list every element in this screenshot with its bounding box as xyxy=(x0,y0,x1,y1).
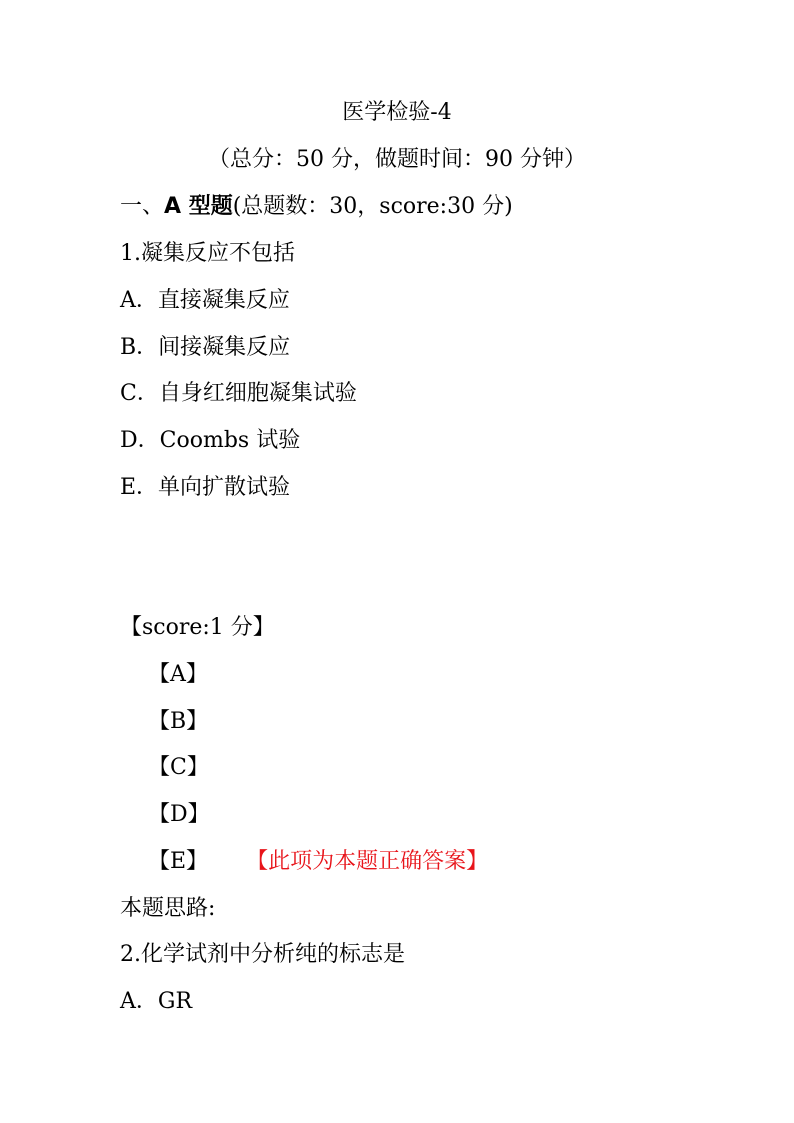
question-stem: 2.化学试剂中分析纯的标志是 xyxy=(120,942,405,967)
option-a: A．直接凝集反应 xyxy=(120,288,290,313)
section-info: (总题数：30，score:30 分) xyxy=(232,194,513,219)
option-b: B．间接凝集反应 xyxy=(120,335,291,360)
section-heading xyxy=(120,193,513,221)
answer-e: 【E】 xyxy=(148,849,209,874)
correct-answer-note: 【此项为本题正确答案】 xyxy=(246,849,489,874)
option-a: A．GR xyxy=(120,989,193,1014)
document-title: 医学检验-4 xyxy=(342,100,452,125)
answer-d: 【D】 xyxy=(148,802,210,827)
section-number: 一、 xyxy=(120,194,165,219)
answer-a: 【A】 xyxy=(148,662,208,687)
reasoning-label: 本题思路: xyxy=(120,896,216,921)
document-subtitle: （总分：50 分，做题时间：90 分钟） xyxy=(208,147,586,172)
answer-c: 【C】 xyxy=(148,755,209,780)
option-e: E．单向扩散试验 xyxy=(120,475,291,500)
question-score: 【score:1 分】 xyxy=(120,615,275,640)
option-d: D．Coombs 试验 xyxy=(120,428,301,453)
answer-b: 【B】 xyxy=(148,709,209,734)
option-c: C．自身红细胞凝集试验 xyxy=(120,381,357,406)
answer-e-row xyxy=(148,848,488,876)
section-type: A 型题 xyxy=(164,194,233,219)
question-stem: 1.凝集反应不包括 xyxy=(120,241,295,266)
